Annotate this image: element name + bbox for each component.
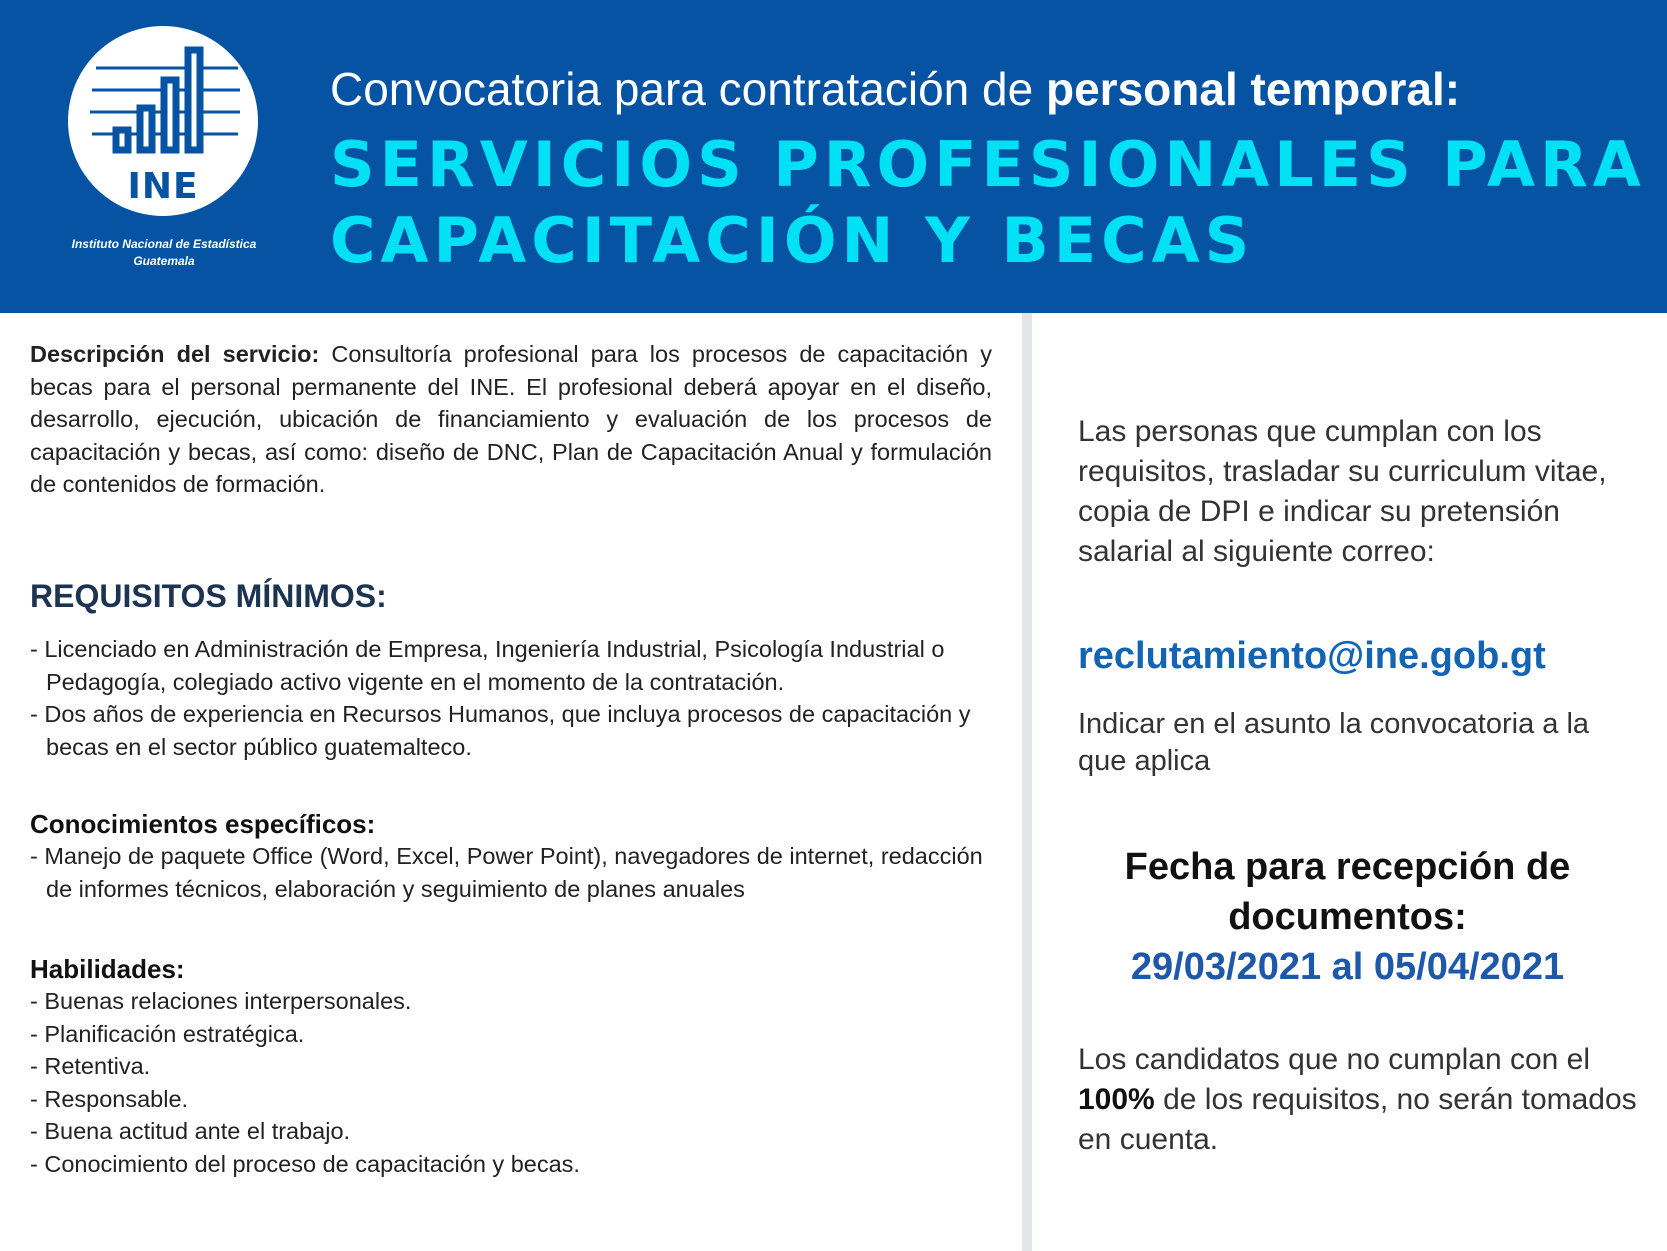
disclaimer-bold: 100% [1078,1083,1155,1116]
description-body: Consultoría profesional para los procesos de capacitación y becas para el personal permanente del INE. El profesional deberá apoyar en el diseño, desarrollo, ejecución, ubicación de financiamiento y evaluación de los procesos de capacitación y becas, así como: diseño de DNC, Plan de Capacitación Anual y formulación de contenidos de formación. [30,341,992,497]
institution-name: Instituto Nacional de Estadística [71,237,257,251]
list-item: - Conocimiento del proceso de capacitación y becas. [30,1150,580,1177]
description-label: Descripción del servicio: [30,341,320,367]
list-item: - Buena actitud ante el trabajo. [30,1118,351,1144]
deadline-label-2: documentos: [1228,896,1467,938]
disclaimer-after: de los requisitos, no serán tomados en cuenta. [1078,1083,1637,1156]
headline-prefix: Convocatoria para contratación de [330,63,1046,115]
disclaimer [1078,1040,1638,1160]
subject-note: Indicar en el asunto la convocatoria a la que aplica [1078,708,1590,777]
deadline-label-1: Fecha para recepción de [1124,846,1571,888]
list-item: - Responsable. [30,1085,189,1112]
knowledge-heading: Conocimientos específicos: [30,809,376,839]
title-line-1: SERVICIOS PROFESIONALES PARA [330,128,1646,201]
list-item: - Planificación estratégica. [30,1020,305,1047]
list-item: - Manejo de paquete Office (Word, Excel, Power Point), navegadores de internet, redacción de informes técnicos, elaboración y seguimiento de planes anuales [30,843,983,902]
requirements-heading: REQUISITOS MÍNIMOS: [30,578,387,614]
institution-country: Guatemala [133,254,195,268]
list-item: - Retentiva. [30,1053,151,1079]
description-section [30,338,992,501]
skills-heading: Habilidades: [30,954,185,984]
list-item: - Dos años de experiencia en Recursos Humanos, que incluya procesos de capacitación y becas en el sector público guatemalteco. [30,701,971,760]
knowledge-section [30,808,1000,905]
list-item: - Licenciado en Administración de Empresa, Ingeniería Industrial, Psicología Industrial o Pedagogía, colegiado activo vigente en el momento de la contratación. [30,636,945,695]
header-banner [0,0,1667,313]
headline [330,62,1660,116]
skills-section [30,953,1000,1180]
description-text [30,338,992,501]
title-line-2: CAPACITACIÓN Y BECAS [330,204,1255,277]
list-item: - Buenas relaciones interpersonales. [30,988,412,1014]
disclaimer-before: Los candidatos que no cumplan con el [1078,1043,1591,1076]
headline-bold: personal temporal: [1046,63,1461,115]
deadline-dates: 29/03/2021 al 05/04/2021 [1130,946,1565,988]
logo-text: INE [127,166,199,207]
contact-instructions: Las personas que cumplan con los requisitos, trasladar su curriculum vitae, copia de DPI e indicar su pretensión salarial al siguiente correo: [1078,415,1607,568]
email-link[interactable]: reclutamiento@ine.gob.gt [1078,635,1546,677]
ine-logo [68,26,258,216]
requirements-list [30,633,1000,763]
deadline-section [1030,842,1665,992]
column-divider [1022,313,1032,1251]
